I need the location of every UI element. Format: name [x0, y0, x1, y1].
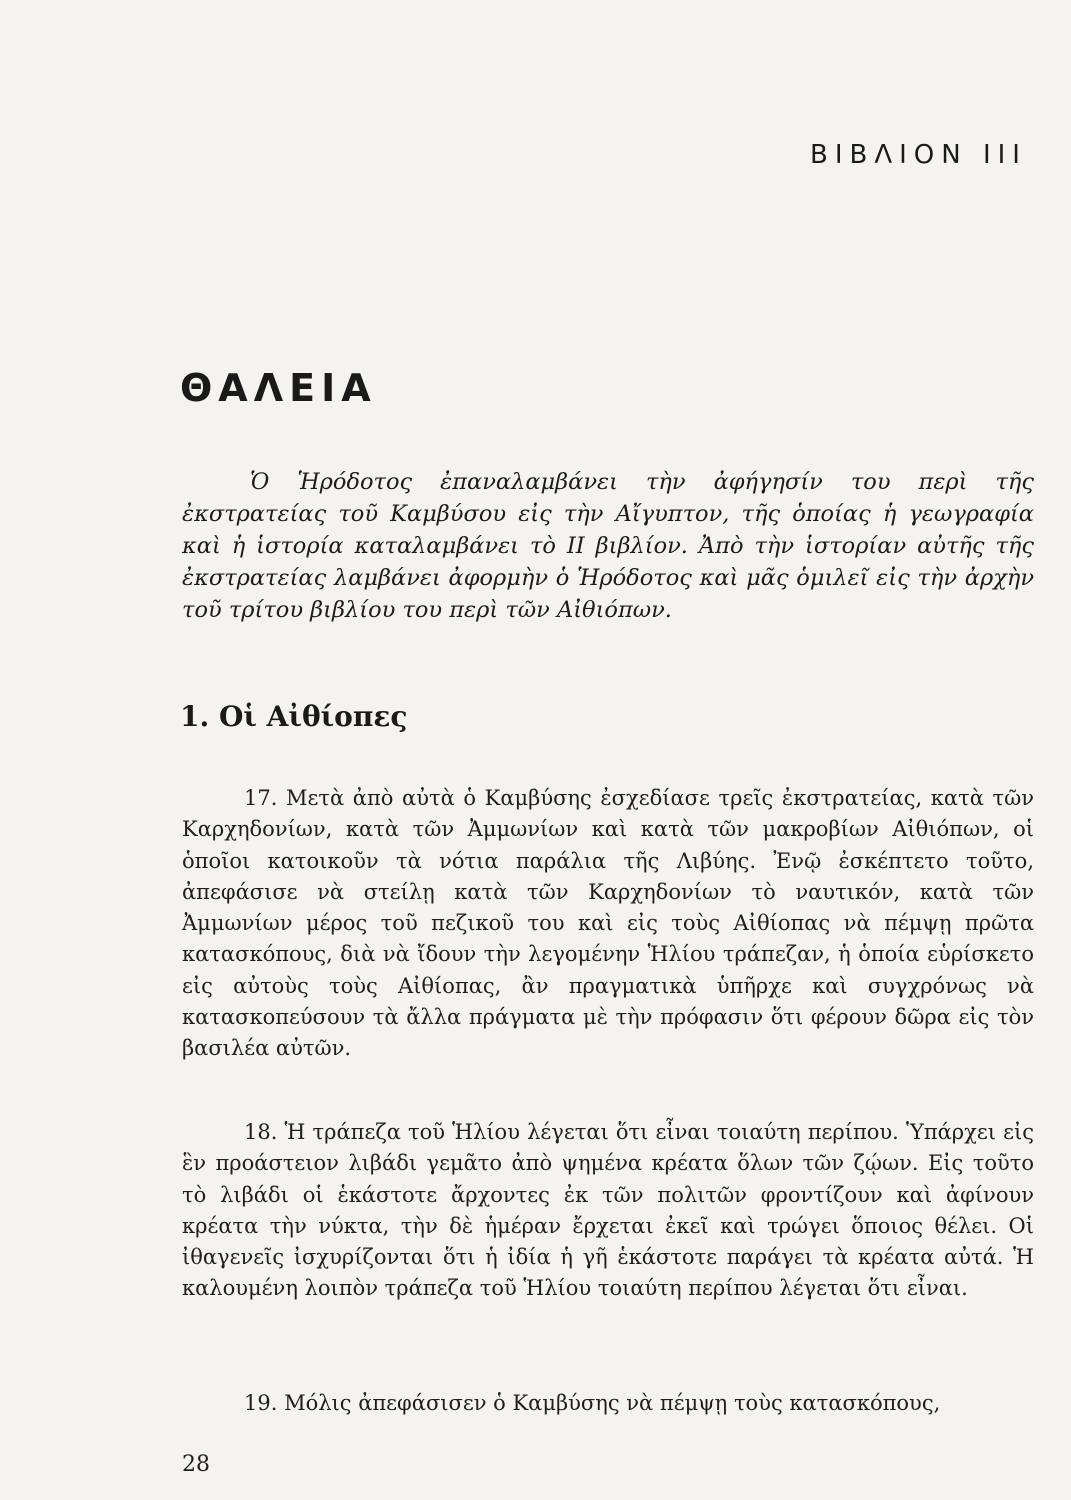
chapter-summary: Ὁ Ἡρόδοτος ἐπαναλαμβάνει τὴν ἀφήγησίν του περὶ τῆς ἐκστρατείας τοῦ Καμβύσου εἰς τὴν Αἴγυπτον, τῆς ὁποίας ἡ γεωγραφία καὶ ἡ ἱστορία καταλαμβάνει τὸ ΙΙ βιβλίον. Ἀπὸ τὴν ἱστορίαν αὐτῆς τῆς ἐκστρατείας λαμβάνει ἀφορμὴν ὁ Ἡρόδοτος καὶ μᾶς ὁμιλεῖ εἰς τὴν ἀρχὴν τοῦ τρίτου βιβλίου του περὶ τῶν Αἰθιόπων.: [182, 469, 1034, 623]
book-header: ΒΙΒΛΙΟΝ III: [810, 140, 1027, 170]
page-number: 28: [182, 1452, 210, 1477]
paragraph-18: 18. Ἡ τράπεζα τοῦ Ἡλίου λέγεται ὅτι εἶναι τοιαύτη περίπου. Ὑπάρχει εἰς ἓν προάστειον λιβάδι γεμᾶτο ἀπὸ ψημένα κρέατα ὅλων τῶν ζῴων. Εἰς τοῦτο τὸ λιβάδι οἱ ἑκάστοτε ἄρχοντες ἐκ τῶν πολιτῶν φροντίζουν καὶ ἀφίνουν κρέατα τὴν νύκτα, τὴν δὲ ἡμέραν ἔρχεται ἐκεῖ καὶ τρώγει ὅποιος θέλει. Οἱ ἰθαγενεῖς ἰσχυρίζονται ὅτι ἡ ἰδία ἡ γῆ ἑκάστοτε παράγει τὰ κρέατα αὐτά. Ἡ καλουμένη λοιπὸν τράπεζα τοῦ Ἡλίου τοιαύτη περίπου λέγεται ὅτι εἶναι.: [182, 1120, 1034, 1301]
section-heading: 1. Οἱ Αἰθίοπες: [180, 700, 408, 733]
paragraph-19: 19. Μόλις ἀπεφάσισεν ὁ Καμβύσης νὰ πέμψῃ τοὺς κατασκόπους,: [244, 1391, 941, 1415]
paragraph-17: 17. Μετὰ ἀπὸ αὐτὰ ὁ Καμβύσης ἐσχεδίασε τρεῖς ἐκστρατείας, κατὰ τῶν Καρχηδονίων, κατὰ τῶν Ἀμμωνίων καὶ κατὰ τῶν μακροβίων Αἰθιόπων, οἱ ὁποῖοι κατοικοῦν τὰ νότια παράλια τῆς Λιβύης. Ἐνῷ ἐσκέπτετο τοῦτο, ἀπεφάσισε νὰ στείλῃ κατὰ τῶν Καρχηδονίων τὸ ναυτικόν, κατὰ τῶν Ἀμμωνίων μέρος τοῦ πεζικοῦ του καὶ εἰς τοὺς Αἰθίοπας νὰ πέμψῃ πρῶτα κατασκόπους, διὰ νὰ ἴδουν τὴν λεγομένην Ἡλίου τράπεζαν, ἡ ὁποία εὑρίσκετο εἰς αὐτοὺς τοὺς Αἰθίοπας, ἂν πραγματικὰ ὑπῆρχε καὶ συγχρόνως νὰ κατασκοπεύσουν τὰ ἄλλα πράγματα μὲ τὴν πρόφασιν ὅτι φέρουν δῶρα εἰς τὸν βασιλέα αὐτῶν.: [182, 786, 1034, 1061]
chapter-title: ΘΑΛΕΙΑ: [180, 366, 377, 410]
